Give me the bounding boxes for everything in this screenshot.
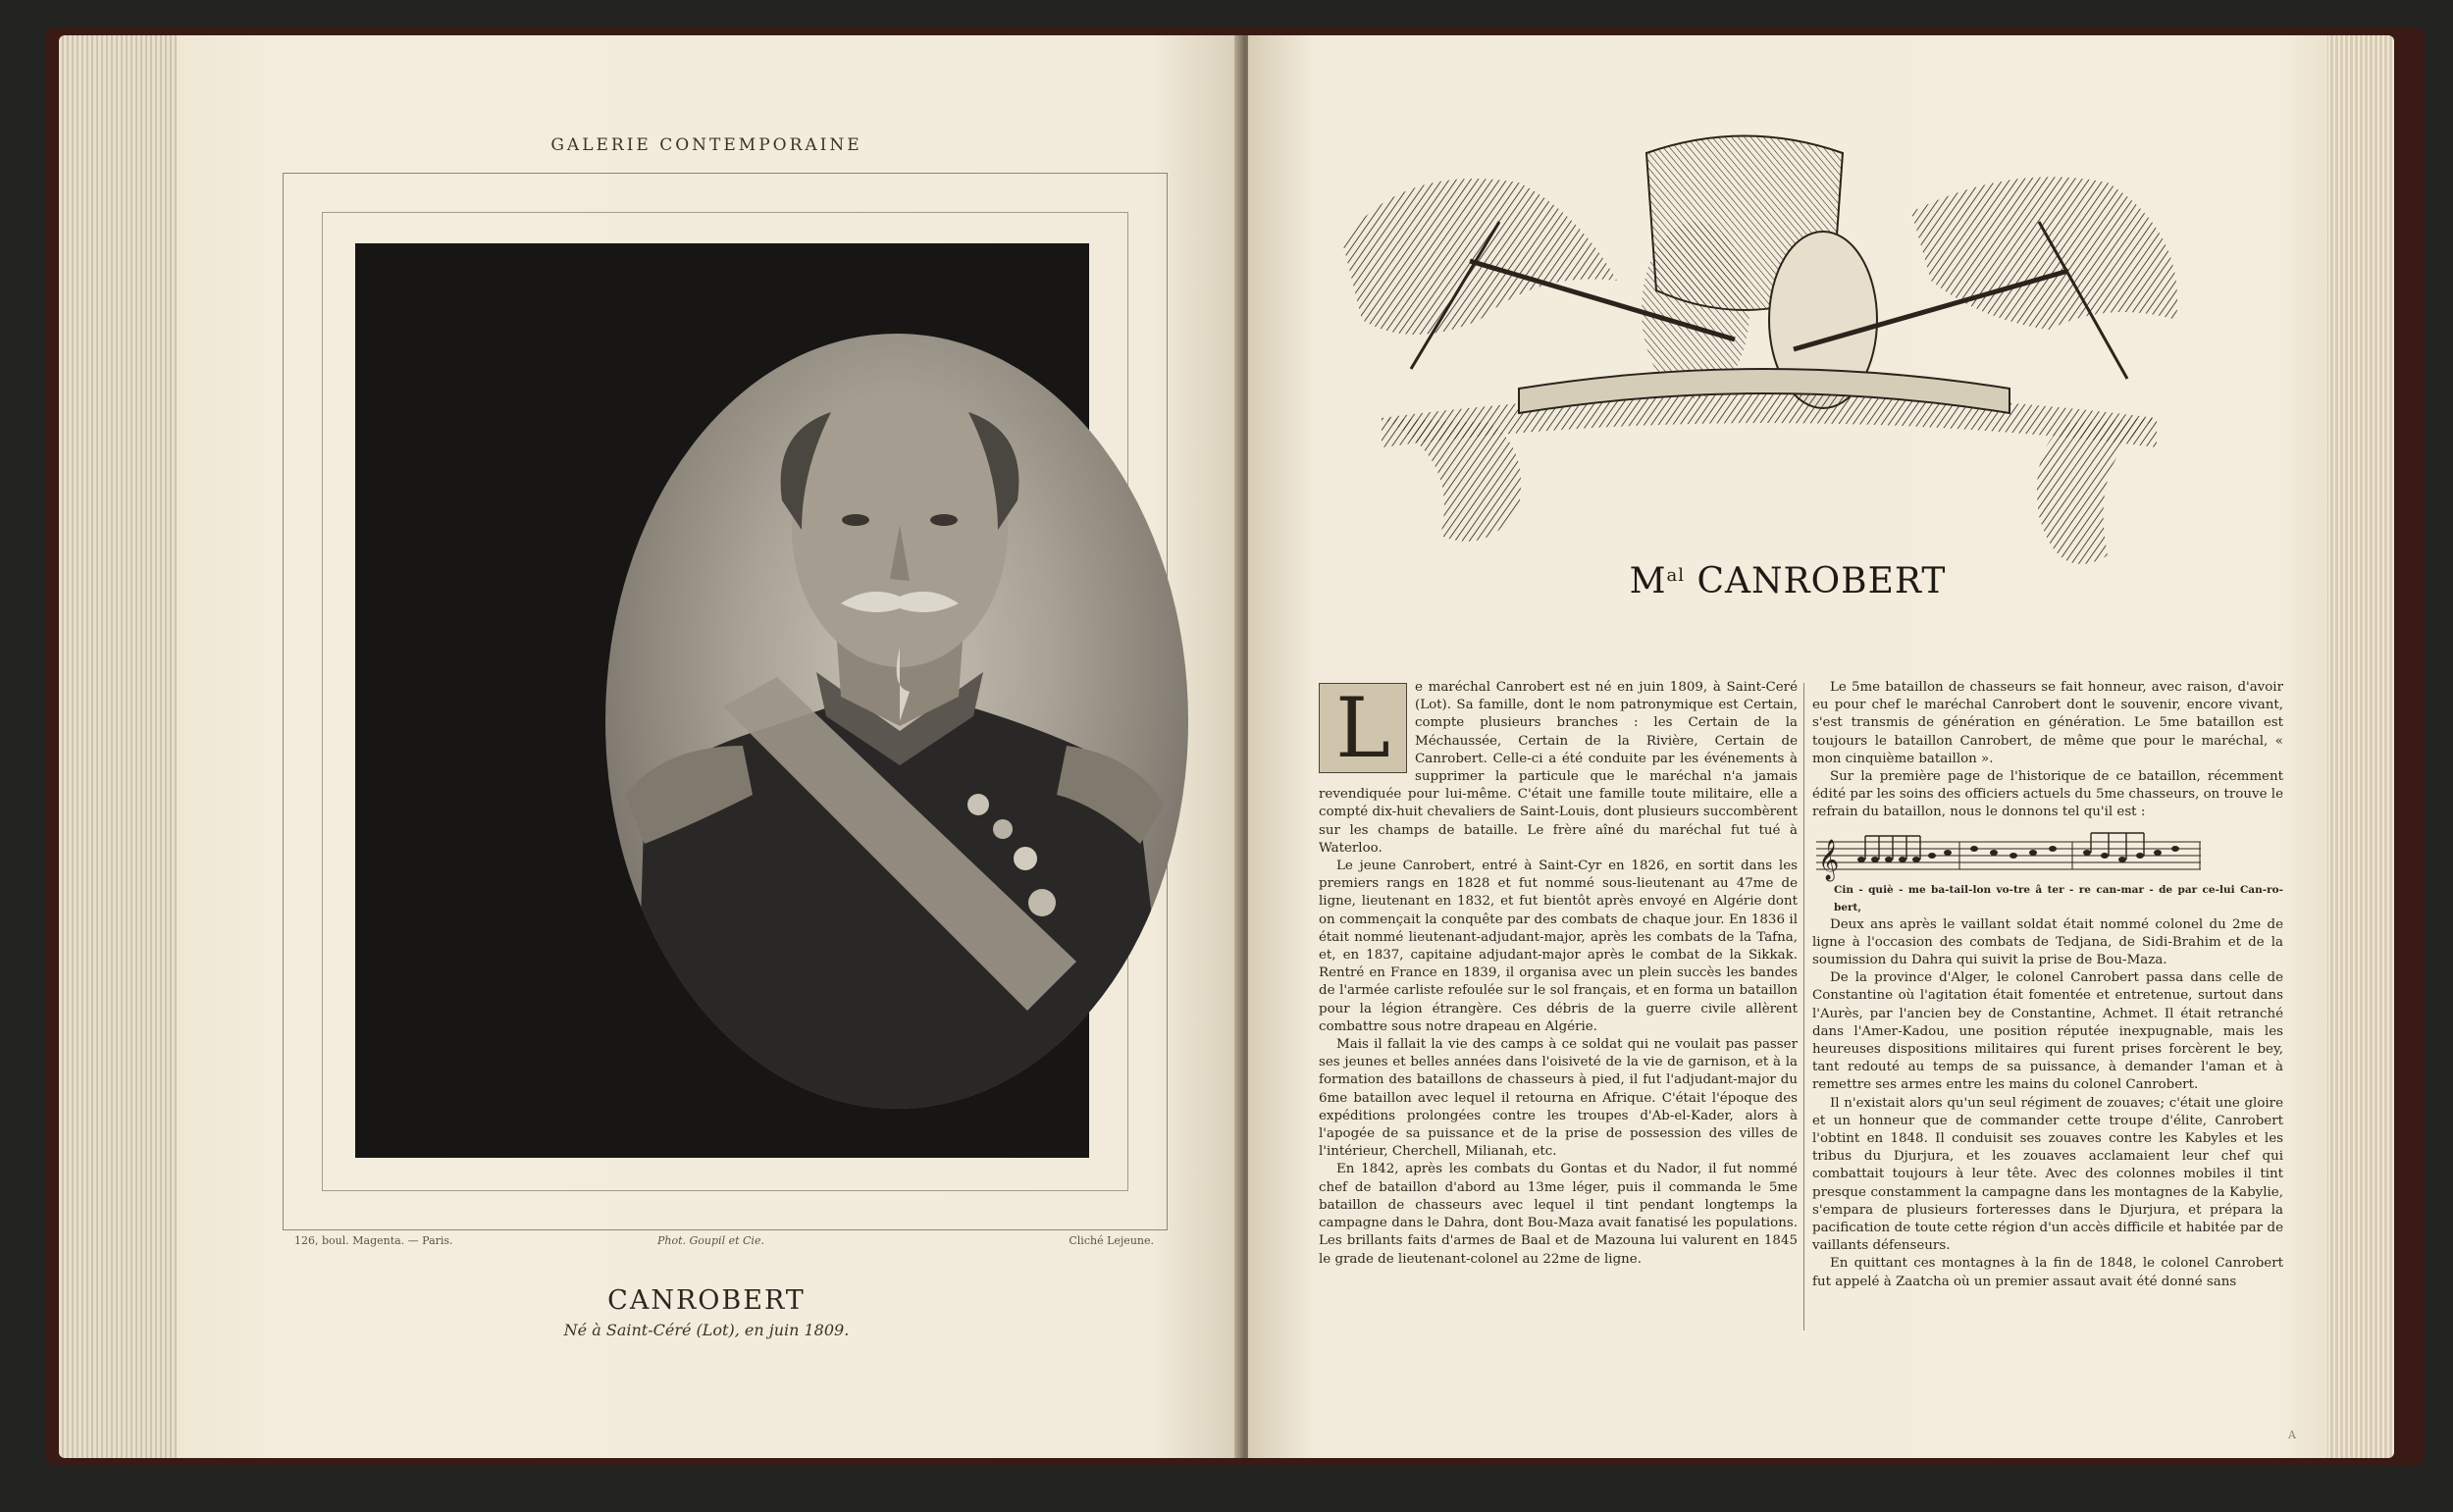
paragraph: Le 5me bataillon de chasseurs se fait honneur, avec raison, d'avoir eu pour chef le maréchal Canrobert dont le souvenir, encore vivant, s'est transmis de génération en génération. Le 5me bataillon est toujours le bataillon Canrobert, de même que pour le maréchal, « mon cinquième bataillon ». [1812, 680, 2283, 766]
paragraph: Deux ans après le vaillant soldat était nommé colonel du 2me de ligne à l'occasion des combats de Tedjana, de Sidi-Brahim et de la soumission du Dahra qui suivit la prise de Bou-Maza. [1812, 916, 2283, 968]
title-name: CANROBERT [1696, 561, 1947, 601]
music-score [1812, 828, 2283, 913]
paragraph: Sur la première page de l'historique de ce bataillon, récemment édité par les soins des officiers actuels du 5me chasseurs, on trouve le refrain du bataillon, nous le donnons tel qu'il est : [1812, 769, 2283, 820]
title-superscript: al [1666, 565, 1686, 586]
music-lyric: Cin - quiè - me ba-tail-lon vo-tre â ter - re can-mar - de par ce-lui Can-ro-bert, [1834, 883, 2283, 913]
right-page [1248, 35, 2327, 1458]
running-head: GALERIE CONTEMPORAINE [550, 135, 862, 155]
left-page [177, 35, 1236, 1458]
paragraph: Le jeune Canrobert, entré à Saint-Cyr en 1826, en sortit dans les premiers rangs en 1828 et fut nommé sous-lieutenant au 47me de ligne, lieutenant en 1832, et fut bientôt après envoyé en Algérie dont on commençait la conquête par des combats de chaque jour. En 1836 il était nommé lieutenant-adjudant-major, après les combats de la Tafna, et, en 1837, capitaine adjudant-major après le combat de la Sikkak. Rentré en France en 1839, il organisa avec un plein succès les bandes de l'armée carliste refoulée sur le sol français, et en forma un bataillon pour la légion étrangère. Ces débris de la guerre civile allèrent combattre sous notre drapeau en Algérie. [1319, 859, 1798, 1034]
credit-photographer: Phot. Goupil et Cie. [657, 1234, 764, 1247]
folio-mark: A [2288, 1429, 2296, 1441]
paragraph: En 1842, après les combats du Gontas et du Nador, il fut nommé chef de bataillon d'abord au 13me léger, puis il commanda le 5me bataillon de chasseurs avec lequel il tint pendant longtemps la campagne dans le Dahra, dont Bou-Maza avait fanatisé les populations. Les brillants faits d'armes de Baal et de Mazouna lui valurent en 1845 le grade de lieutenant-colonel au 22me de ligne. [1319, 1162, 1798, 1267]
plate-caption-birth: Né à Saint-Céré (Lot), en juin 1809. [563, 1321, 850, 1339]
portrait-figure [605, 334, 1188, 1109]
plate-caption-name: CANROBERT [607, 1285, 806, 1316]
column-rule [1803, 683, 1804, 1330]
page-edges-right [2316, 35, 2394, 1458]
paragraph: En quittant ces montagnes à la fin de 1848, le colonel Canrobert fut appelé à Zaatcha où un premier assaut avait été donné sans [1812, 1256, 2283, 1289]
article-title [1248, 561, 2327, 601]
decorative-engraving [1323, 124, 2206, 703]
portrait-photo [355, 243, 1089, 1158]
paragraph: e maréchal Canrobert est né en juin 1809, à Saint-Ceré (Lot). Sa famille, dont le nom patronymique est Certain, compte plusieurs branches : les Certain de la Méchaussée, Certain de la Rivière, Certain de Canrobert. Celle-ci a été conduite par les événements à supprimer la particule que le maréchal n'a jamais revendiquée pour lui-même. C'était une famille toute militaire, elle a compté dix-huit chevaliers de Saint-Louis, dont plusieurs succombèrent sur les champs de bataille. Le frère aîné du maréchal fut tué à Waterloo. [1319, 680, 1798, 856]
text-column-1 [1319, 679, 1798, 1269]
drop-cap: L [1319, 683, 1407, 773]
credit-address: 126, boul. Magenta. — Paris. [294, 1234, 453, 1247]
paragraph: Il n'existait alors qu'un seul régiment de zouaves; c'était une gloire et un honneur que de commander cette troupe d'élite, Canrobert l'obtint en 1848. Il conduisit ses zouaves contre les Kabyles et les tribus du Djurjura, et les zouaves acclamaient leur chef qui combattait toujours à leur tête. Avec des colonnes mobiles il tint presque constamment la campagne dans les montagnes de la Kabylie, s'empara de plusieurs forteresses dans le Djurjura, et prépara la pacification de toute cette région d'un accès difficile et habitée par de vaillants défenseurs. [1812, 1095, 2283, 1254]
music-staff [1812, 828, 2205, 883]
portrait-oval [605, 334, 1188, 1109]
svg-text:𝄞: 𝄞 [1818, 839, 1840, 880]
paragraph: Mais il fallait la vie des camps à ce soldat qui ne voulait pas passer ses jeunes et belles années dans l'oisiveté de la vie de garnison, et à la formation des bataillons de chasseurs à pied, il fut l'adjudant-major du 6me bataillon avec lequel il retourna en Afrique. C'était l'époque des expéditions prolongées contre les troupes d'Ab-el-Kader, alors à l'apogée de sa puissance et de la prise de possession des villes de l'intérieur, Cherchell, Milianah, etc. [1319, 1037, 1798, 1160]
paragraph: De la province d'Alger, le colonel Canrobert passa dans celle de Constantine où l'agitation était fomentée et entretenue, surtout dans l'Aurès, par l'ancien bey de Constantine, Achmet. Il était retranché dans l'Amer-Kadou, une position réputée inexpugnable, mais les heureuses dispositions militaires qui furent prises forcèrent le bey, tant redouté au temps de sa puissance, à demander l'aman et à remettre ses armes entre les mains du colonel Canrobert. [1812, 970, 2283, 1093]
page-edges-left [59, 35, 196, 1458]
title-prefix: M [1629, 561, 1667, 601]
text-column-2 [1812, 679, 2283, 1291]
credit-cliche: Cliché Lejeune. [1069, 1234, 1154, 1247]
